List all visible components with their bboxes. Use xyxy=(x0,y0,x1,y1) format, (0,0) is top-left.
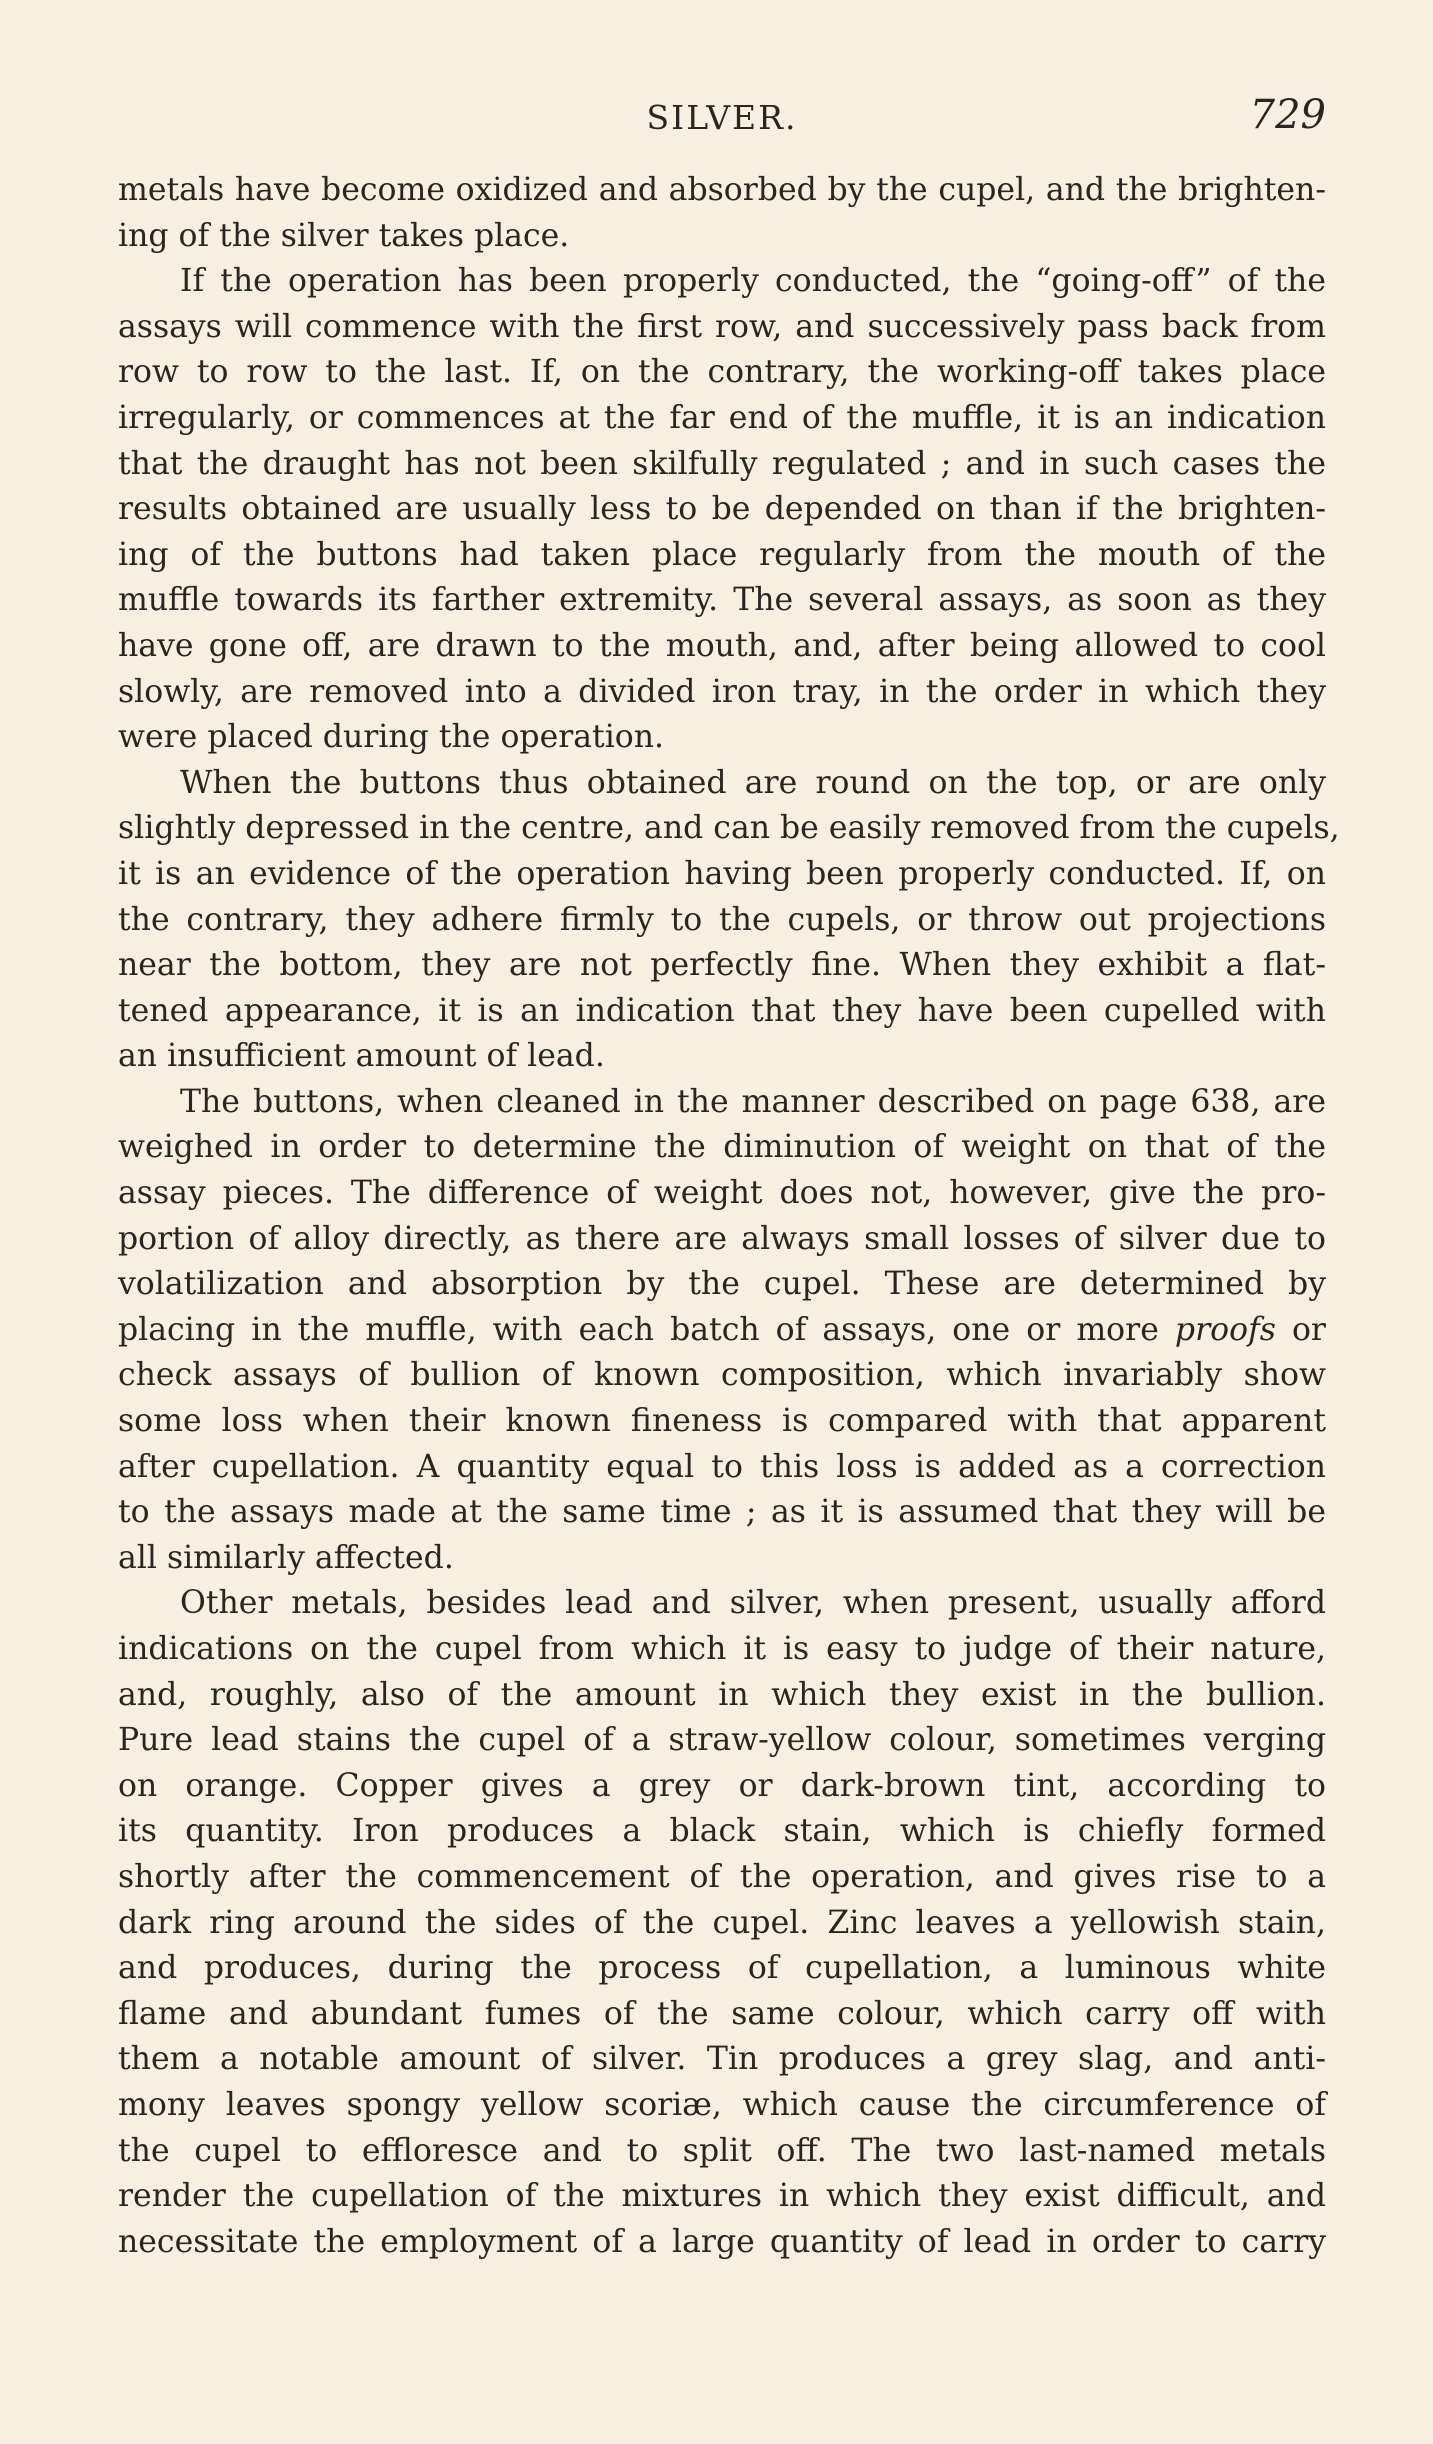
text-line: to the assays made at the same time ; as it is assumed that they will be xyxy=(118,1494,1326,1531)
text-line: that the draught has not been skilfully regulated ; and in such cases the xyxy=(118,445,1326,482)
text-line: and produces, during the process of cupellation, a luminous white xyxy=(118,1950,1326,1987)
text-line: shortly after the commencement of the operation, and gives rise to a xyxy=(118,1858,1326,1895)
text-line: assays will commence with the first row, and successively pass back from xyxy=(118,308,1326,345)
text-line: the cupel to effloresce and to split off. The two last-named metals xyxy=(118,2132,1326,2169)
page-number: 729 xyxy=(1249,92,1326,138)
text-line: assay pieces. The difference of weight does not, however, give the pro- xyxy=(118,1175,1326,1212)
running-title: SILVER. xyxy=(646,98,798,137)
text-line: tened appearance, it is an indication that they have been cupelled with xyxy=(118,992,1326,1029)
text-line: volatilization and absorption by the cupel. These are determined by xyxy=(118,1266,1326,1303)
paragraph-2 xyxy=(118,259,1326,761)
text-line: necessitate the employment of a large quantity of lead in order to carry xyxy=(118,2223,1326,2260)
body-text xyxy=(118,168,1340,2265)
text-line: Pure lead stains the cupel of a straw-yellow colour, sometimes verging xyxy=(118,1722,1326,1759)
text-line: render the cupellation of the mixtures in which they exist difficult, and xyxy=(118,2178,1326,2215)
italic-term-proofs: proofs xyxy=(1174,1311,1276,1348)
text-line-with-italic xyxy=(118,1308,1326,1354)
text-line: the contrary, they adhere firmly to the cupels, or throw out projections xyxy=(118,901,1326,938)
text-line: slightly depressed in the centre, and can be easily removed from the cupels, xyxy=(118,810,1340,847)
text-segment: or xyxy=(1275,1311,1326,1348)
text-line: have gone off, are drawn to the mouth, and, after being allowed to cool xyxy=(118,627,1326,664)
text-line: indications on the cupel from which it is easy to judge of their nature, xyxy=(118,1631,1326,1667)
text-line: weighed in order to determine the diminution of weight on that of the xyxy=(118,1129,1326,1166)
text-line: some loss when their known fineness is compared with that apparent xyxy=(118,1403,1326,1440)
text-line: flame and abundant fumes of the same colour, which carry off with xyxy=(118,1995,1326,2032)
text-line: it is an evidence of the operation having been properly conducted. If, on xyxy=(118,855,1326,892)
text-line: ing of the silver takes place. xyxy=(118,217,570,254)
paragraph-4 xyxy=(118,1080,1326,1582)
text-line: results obtained are usually less to be depended on than if the brighten- xyxy=(118,491,1326,528)
text-line: The buttons, when cleaned in the manner described on page 638, are xyxy=(180,1083,1326,1120)
text-line: an insufficient amount of lead. xyxy=(118,1038,605,1075)
text-line: row to row to the last. If, on the contrary, the working-off takes place xyxy=(118,354,1326,391)
paragraph-1 xyxy=(118,168,1326,259)
text-line: ing of the buttons had taken place regularly from the mouth of the xyxy=(118,536,1326,573)
text-line: slowly, are removed into a divided iron tray, in the order in which they xyxy=(118,673,1326,710)
text-line: were placed during the operation. xyxy=(118,719,665,756)
text-line: after cupellation. A quantity equal to this loss is added as a correction xyxy=(118,1448,1326,1485)
text-line: metals have become oxidized and absorbed by the cupel, and the brighten- xyxy=(118,172,1326,208)
text-line: mony leaves spongy yellow scoriæ, which cause the circumference of xyxy=(118,2086,1326,2123)
paragraph-5 xyxy=(118,1581,1326,2265)
text-line: them a notable amount of silver. Tin produces a grey slag, and anti- xyxy=(118,2041,1326,2078)
text-line: When the buttons thus obtained are round on the top, or are only xyxy=(180,764,1326,801)
text-line: near the bottom, they are not perfectly fine. When they exhibit a flat- xyxy=(118,947,1326,984)
text-line: portion of alloy directly, as there are always small losses of silver due to xyxy=(118,1220,1326,1257)
text-line: all similarly affected. xyxy=(118,1539,454,1576)
text-line: and, roughly, also of the amount in which they exist in the bullion. xyxy=(118,1676,1326,1713)
running-head xyxy=(118,92,1326,142)
text-line: If the operation has been properly conducted, the “going-off” of the xyxy=(180,263,1326,300)
text-line: on orange. Copper gives a grey or dark-brown tint, according to xyxy=(118,1767,1326,1804)
text-line: Other metals, besides lead and silver, when present, usually afford xyxy=(180,1585,1326,1622)
text-segment: placing in the muffle, with each batch of assays, one or more xyxy=(118,1311,1175,1348)
text-line: muffle towards its farther extremity. The several assays, as soon as they xyxy=(118,582,1326,619)
text-line: irregularly, or commences at the far end of the muffle, it is an indication xyxy=(118,399,1326,436)
paragraph-3 xyxy=(118,761,1340,1080)
text-line: its quantity. Iron produces a black stain, which is chiefly formed xyxy=(118,1813,1326,1850)
text-line: dark ring around the sides of the cupel. Zinc leaves a yellowish stain, xyxy=(118,1904,1326,1941)
text-line: check assays of bullion of known composition, which invariably show xyxy=(118,1357,1326,1394)
